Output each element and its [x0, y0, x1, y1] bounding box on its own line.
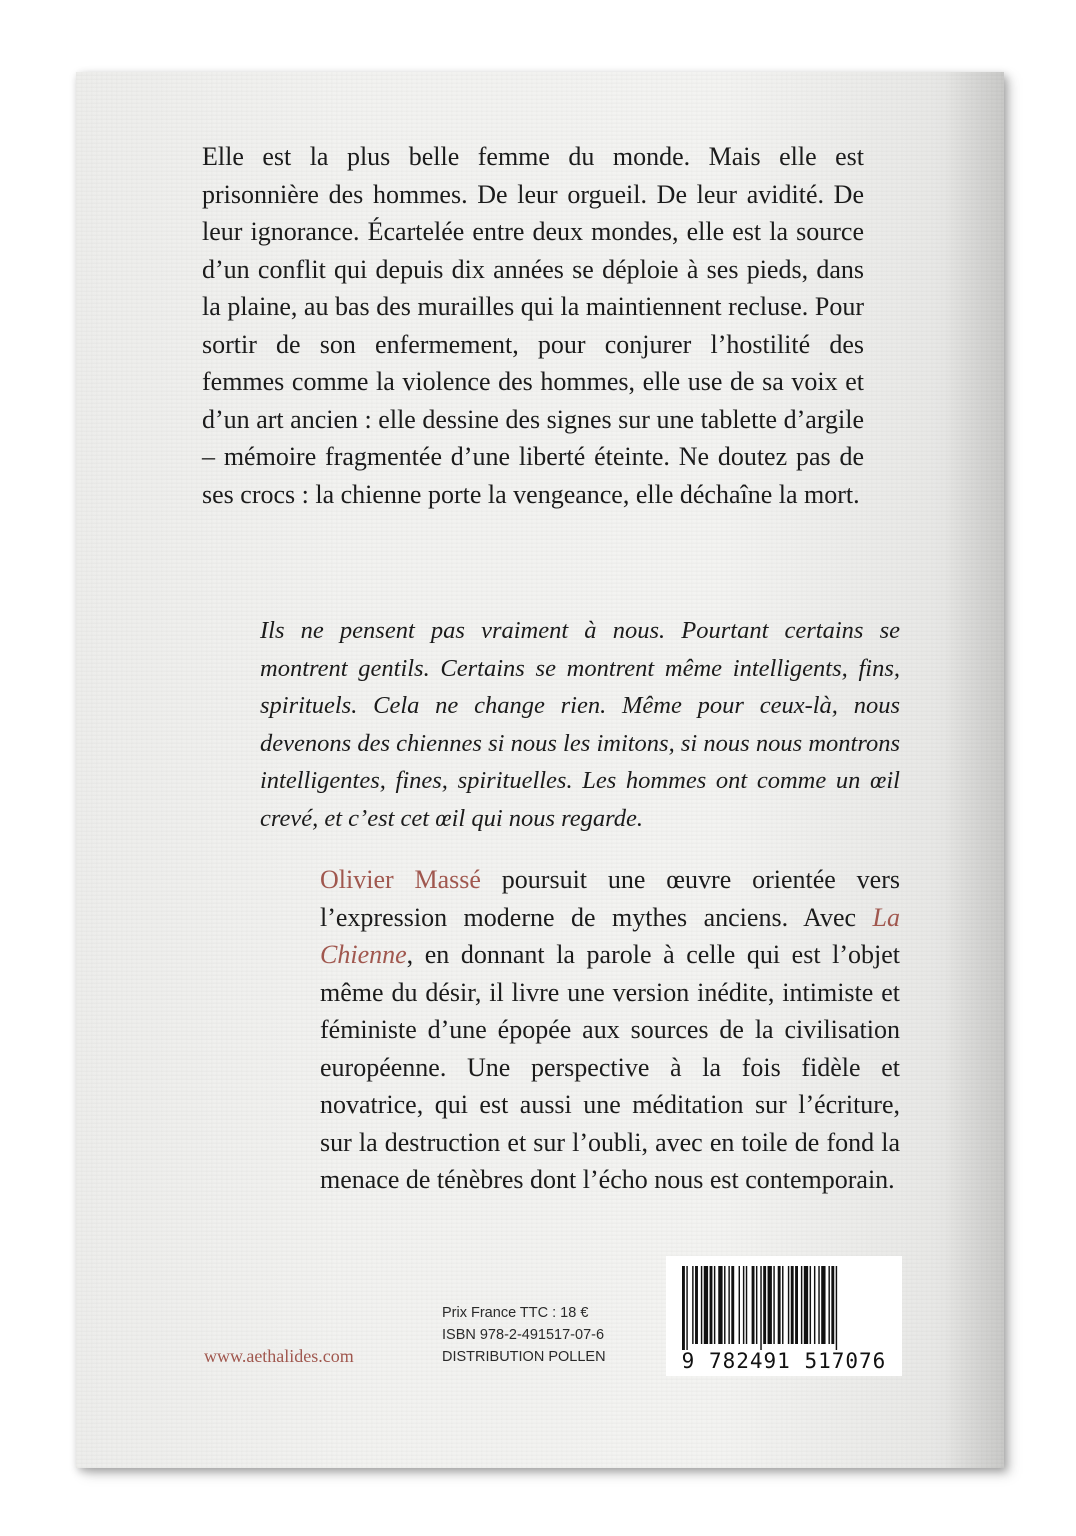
barcode-bar [682, 1266, 685, 1350]
barcode-bar [743, 1266, 744, 1344]
excerpt-quote: Ils ne pensent pas vraiment à nous. Pourtant certains se montrent gentils. Certains se montrent même intelligents, fins, spirituels. Cela ne change rien. Même pour ceux-là, nous devenons des chiennes si nous les imitons, si nous nous montrons intelligentes, fines, spirituelles. Les hommes ont comme un œil crevé, et c’est cet œil qui nous regarde. [260, 617, 900, 832]
barcode-number: 9 782491 517076 [681, 1349, 887, 1373]
barcode-bar [801, 1266, 802, 1344]
publisher-website-link[interactable]: www.aethalides.com [204, 1346, 354, 1366]
author-paragraph-text-2: , en donnant la parole à celle qui est l’objet même du désir, il livre une version inédite, intimiste et féministe d’une épopée aux sources de la civilisation européenne. Une perspective à la fois fidèle et novatrice, qui est aussi une méditation sur l’écriture, sur la destruction et sur l’oubli, avec en toile de fond la menace de ténèbres dont l’écho nous est contemporain. [320, 940, 900, 1194]
barcode-bar [778, 1266, 781, 1344]
barcode-bar [752, 1266, 755, 1344]
barcode-bar [804, 1266, 808, 1344]
barcode-bar [701, 1266, 702, 1344]
barcode-bar [814, 1266, 815, 1344]
barcode-bar [704, 1266, 708, 1344]
barcode-bar [739, 1266, 740, 1344]
cover-hinge-shading [944, 72, 1004, 1468]
barcode-bar [818, 1266, 819, 1344]
barcode-bar [718, 1266, 722, 1344]
distribution-label: DISTRIBUTION POLLEN [442, 1349, 606, 1365]
author-name: Olivier Massé [320, 865, 481, 894]
blurb-paragraph: Elle est la plus belle femme du monde. Mais elle est prisonnière des hommes. De leur orgueil. De leur avidité. De leur ignorance. Écartelée entre deux mondes, elle est la source d’un conflit qui depuis dix années se déploie à ses pieds, dans la plaine, au bas des murailles qui la maintiennent recluse. Pour sortir de son enfermement, pour conjurer l’hostilité des femmes comme la violence des hommes, elle use de sa voix et d’un art ancien : elle dessine des signes sur une tablette d’argile – mémoire fragmentée d’une liberté éteinte. Ne doutez pas de ses crocs : la chienne porte la vengeance, elle déchaîne la mort. [202, 142, 864, 509]
barcode-bar [782, 1266, 783, 1344]
author-paragraph-text-1: poursuit une œuvre orientée vers l’expression moderne de mythes anciens. Avec [320, 865, 900, 932]
barcode-bar [821, 1266, 825, 1344]
isbn-label: ISBN 978-2-491517-07-6 [442, 1327, 605, 1343]
barcode-bar [831, 1266, 834, 1344]
barcode-bar [795, 1266, 798, 1344]
barcode-bar [773, 1266, 774, 1344]
barcode-bar [731, 1266, 734, 1344]
barcode-bar [791, 1266, 794, 1344]
barcode-bar [788, 1266, 789, 1344]
barcode-bar [746, 1266, 747, 1344]
barcode-bar [828, 1266, 829, 1344]
barcode [666, 1256, 902, 1376]
barcode-bar [836, 1266, 837, 1350]
price-label: Prix France TTC : 18 € [442, 1305, 589, 1321]
barcode-bar [710, 1266, 713, 1344]
book-title: La Chienne [320, 902, 900, 969]
barcode-bar [768, 1266, 772, 1344]
barcode-bar [686, 1266, 687, 1350]
barcode-bars-graphic [680, 1266, 888, 1350]
book-back-cover [76, 72, 1004, 1468]
barcode-bar [724, 1266, 725, 1344]
barcode-bar [810, 1266, 811, 1344]
barcode-bar [760, 1266, 761, 1350]
barcode-bar [728, 1266, 729, 1344]
barcode-bar [692, 1266, 693, 1344]
publication-info [442, 1302, 606, 1368]
barcode-bar [763, 1266, 766, 1344]
barcode-bar [714, 1266, 715, 1344]
barcode-bar [695, 1266, 698, 1344]
author-paragraph [320, 861, 900, 1199]
barcode-bar [756, 1266, 757, 1344]
